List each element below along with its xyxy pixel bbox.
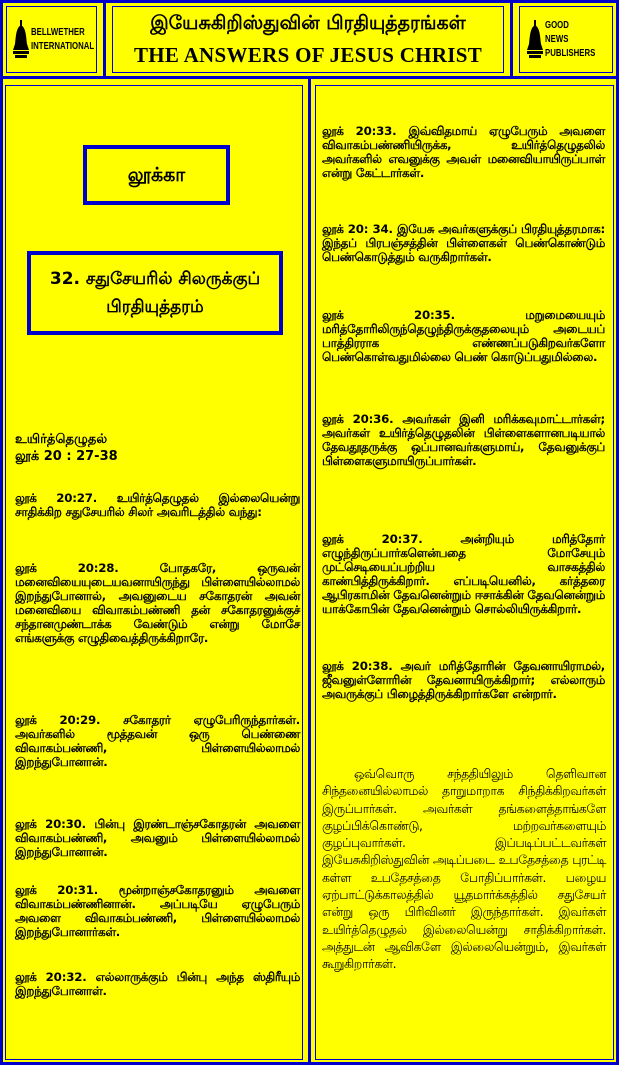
commentary-paragraph: ஒவ்வொரு சந்ததியிலும் தெளிவான சிந்தனையில்லாமல் தாறுமாறாக சிந்திக்கிறவர்கள் இருப்பார்கள். அவர்கள் தங்களைத்தாங்களே குழப்பிக்கொண்டு, மற்றவர்களையும் குழப்புவார்கள். இப்படிப்பட்டவர்கள் இயேசுகிறிஸ்துவின் அடிப்படை உபதேசத்தை புரட்டி கள்ள உபதேசத்தை போதிப்பார்கள். பழைய ஏற்பாட்டுக்காலத்தில் யூதமார்க்கத்தில் சதுசேயர் என்று ஒரு பிரிவினர் இருந்தார்கள். இவர்கள் உயிர்த்தெழுதல் இல்லையென்று சாதிக்கிறார்கள். அத்துடன் ஆவிகளே இல்லையென்றும், இவர்கள் கூறுகிறார்கள். [322, 766, 606, 972]
bellwether-logo [6, 6, 97, 73]
bell-icon-right [527, 20, 543, 60]
column-divider [308, 79, 311, 1065]
left-logo-cell [0, 0, 106, 79]
title-tamil: இயேசுகிறிஸ்துவின் பிரதியுத்தரங்கள் [150, 12, 466, 34]
section-title: உயிர்த்தெழுதல் [15, 432, 108, 447]
verse-20-37: லூக் 20:37. அன்றியும் மரித்தோர் எழுந்திருப்பார்களென்பதை மோசேயும் முட்செடியைப்பற்றிய வாசகத்தில் காண்பித்திருக்கிறார். எப்படியெனில், கர்த்தரை ஆபிரகாமின் தேவனென்றும் ஈசாக்கின் தேவனென்றும் யாக்கோபின் தேவனென்றும் சொல்லியிருக்கிறார். [322, 532, 605, 616]
right-logo-cell [513, 0, 619, 79]
title-box [112, 6, 504, 73]
title-english: THE ANSWERS OF JESUS CHRIST [133, 43, 483, 67]
bell-icon [13, 20, 29, 60]
verse-20-38: லூக் 20:38. அவர் மரித்தோரின் தேவனாயிராமல், ஜீவனுள்ளோரின் தேவனாயிருக்கிறார்; எல்லாரும் அவருக்குப் பிழைத்திருக்கிறார்களே என்றார். [322, 659, 605, 701]
verse-20-29: லூக் 20:29. சகோதரர் ஏழுபேரிருந்தார்கள். அவர்களில் மூத்தவன் ஒரு பெண்ணை விவாகம்பண்ணி, பிள்ளையில்லாமல் இறந்துபோனான். [15, 713, 300, 769]
verse-20-31: லூக் 20:31. மூன்றாஞ்சகோதரனும் அவளை விவாகம்பண்ணினான். அப்படியே ஏழுபேரும் அவளை விவாகம்பண்ணி, பிள்ளையில்லாமல் இறந்துபோனார்கள். [15, 883, 300, 939]
section-reference: லூக் 20 : 27-38 [15, 449, 118, 464]
good-news-logo-text: GOOD NEWS PUBLISHERS [545, 19, 596, 59]
verse-20-28: லூக் 20:28. போதகரே, ஒருவன் மனைவியையுடையவனாயிருந்து பிள்ளையில்லாமல் இறந்துபோனால், அவனுடைய சகோதரன் அவன் மனைவியை விவாகம்பண்ணி தன் சகோதரனுக்குச் சந்தானமுண்டாக்க வேண்டும் என்று மோசே எங்களுக்கு எழுதிவைத்திருக்கிறாரே. [15, 561, 300, 645]
page-header [0, 0, 619, 79]
verse-20-32: லூக் 20:32. எல்லாருக்கும் பின்பு அந்த ஸ்திரீயும் இறந்துபோனாள். [15, 970, 300, 998]
section-heading [15, 431, 300, 465]
title-cell [106, 0, 513, 79]
verse-20-33: லூக் 20:33. இவ்விதமாய் ஏழுபேரும் அவளை விவாகம்பண்ணியிருக்க, உயிர்த்தெழுதலில் அவர்களில் எவனுக்கு அவள் மனைவியாயிருப்பாள் என்று கேட்டார்கள். [322, 124, 605, 180]
verse-20-36: லூக் 20:36. அவர்கள் இனி மரிக்கவுமாட்டார்கள்; அவர்கள் உயிர்த்தெழுதலின் பிள்ளைகளானபடியால் தேவதூதருக்கு ஒப்பானவர்களுமாய், தேவனுக்குப் பிள்ளைகளுமாயிருப்பார்கள். [322, 412, 605, 468]
verse-20-35: லூக் 20:35. மறுமையையும் மரித்தோரிலிருந்தெழுந்திருக்குதலையும் அடையப் பாத்திரராக எண்ணப்படுகிறவர்களோ பெண்கொள்வதுமில்லை பெண் கொடுப்பதுமில்லை. [322, 308, 605, 364]
chapter-title-box: 32. சதுசேயரில் சிலருக்குப் பிரதியுத்தரம் [27, 251, 283, 335]
bellwether-logo-text: BELLWETHER INTERNATIONAL [30, 26, 94, 52]
book-name-box: லூக்கா [83, 145, 230, 205]
verse-20-27: லூக் 20:27. உயிர்த்தெழுதல் இல்லையென்று சாதிக்கிற சதுசேயரில் சிலர் அவரிடத்தில் வந்து: [15, 491, 300, 519]
good-news-logo [519, 6, 613, 73]
verse-20-34: லூக் 20: 34. இயேசு அவர்களுக்குப் பிரதியுத்தரமாக: இந்தப் பிரபஞ்சத்தின் பிள்ளைகள் பெண்கொண்டும் பெண்கொடுத்தும் வருகிறார்கள். [322, 222, 605, 264]
verse-20-30: லூக் 20:30. பின்பு இரண்டாஞ்சகோதரன் அவளை விவாகம்பண்ணி, அவனும் பிள்ளையில்லாமல் இறந்துபோனான். [15, 817, 300, 859]
